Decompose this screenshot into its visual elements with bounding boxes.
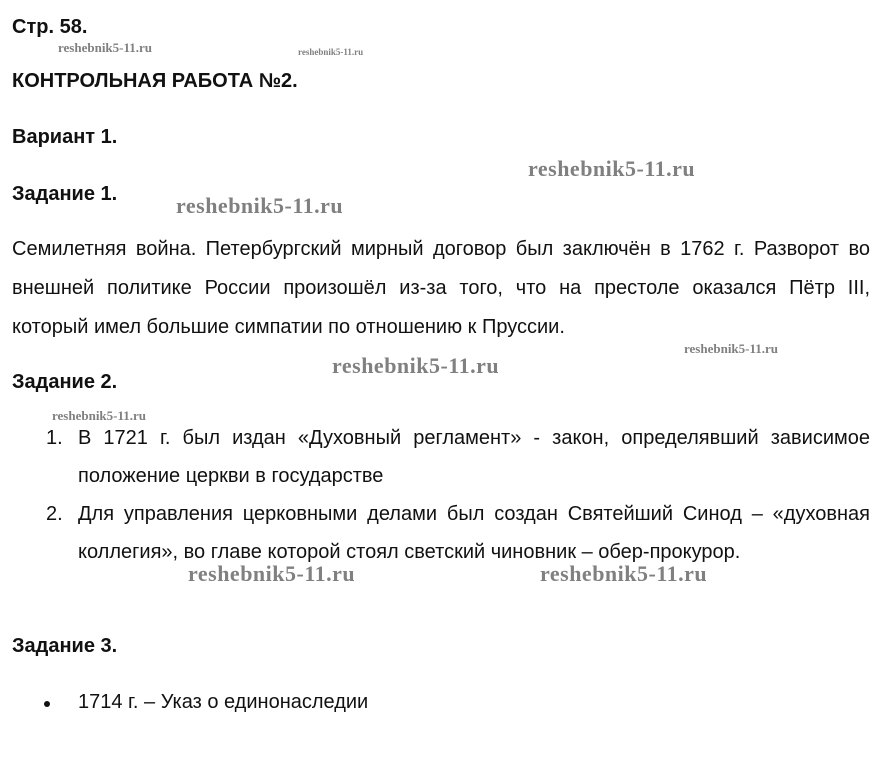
watermark: reshebnik5-11.ru xyxy=(188,561,356,586)
watermark: reshebnik5-11.ru xyxy=(58,40,153,55)
task3-item-1-text: 1714 г. – Указ о единонаследии xyxy=(78,691,369,713)
bullet-icon xyxy=(44,701,50,707)
watermark: reshebnik5-11.ru xyxy=(684,341,779,356)
document-title: КОНТРОЛЬНАЯ РАБОТА №2. xyxy=(12,70,298,92)
page-number: Стр. 58. xyxy=(12,16,88,38)
task3-heading: Задание 3. xyxy=(12,635,118,657)
watermark: reshebnik5-11.ru xyxy=(332,353,500,378)
watermark: reshebnik5-11.ru xyxy=(528,156,696,181)
task1-text: Семилетняя война. Петербургский мирный договор был заключён в 1762 г. Разворот во внешней политике России произошёл из-за того, что на престоле оказался Пётр III, который имел большие симпатии по отношению к Пруссии. xyxy=(12,238,870,338)
watermark: reshebnik5-11.ru xyxy=(176,193,344,218)
watermark: reshebnik5-11.ru xyxy=(298,47,364,57)
variant-heading: Вариант 1. xyxy=(12,126,118,148)
task2-item-2-text: Для управления церковными делами был создан Святейший Синод – «духовная коллегия», во главе которой стоял светский чиновник – обер-прокурор. xyxy=(78,503,870,563)
task2-item-2-number: 2. xyxy=(46,503,63,525)
task1-heading: Задание 1. xyxy=(12,183,118,205)
task2-item-1-text: В 1721 г. был издан «Духовный регламент» - закон, определявший зависимое положение церкви в государстве xyxy=(78,427,870,487)
watermark: reshebnik5-11.ru xyxy=(540,561,708,586)
task2-heading: Задание 2. xyxy=(12,371,118,393)
task2-item-1-number: 1. xyxy=(46,427,63,449)
watermark: reshebnik5-11.ru xyxy=(52,408,147,423)
